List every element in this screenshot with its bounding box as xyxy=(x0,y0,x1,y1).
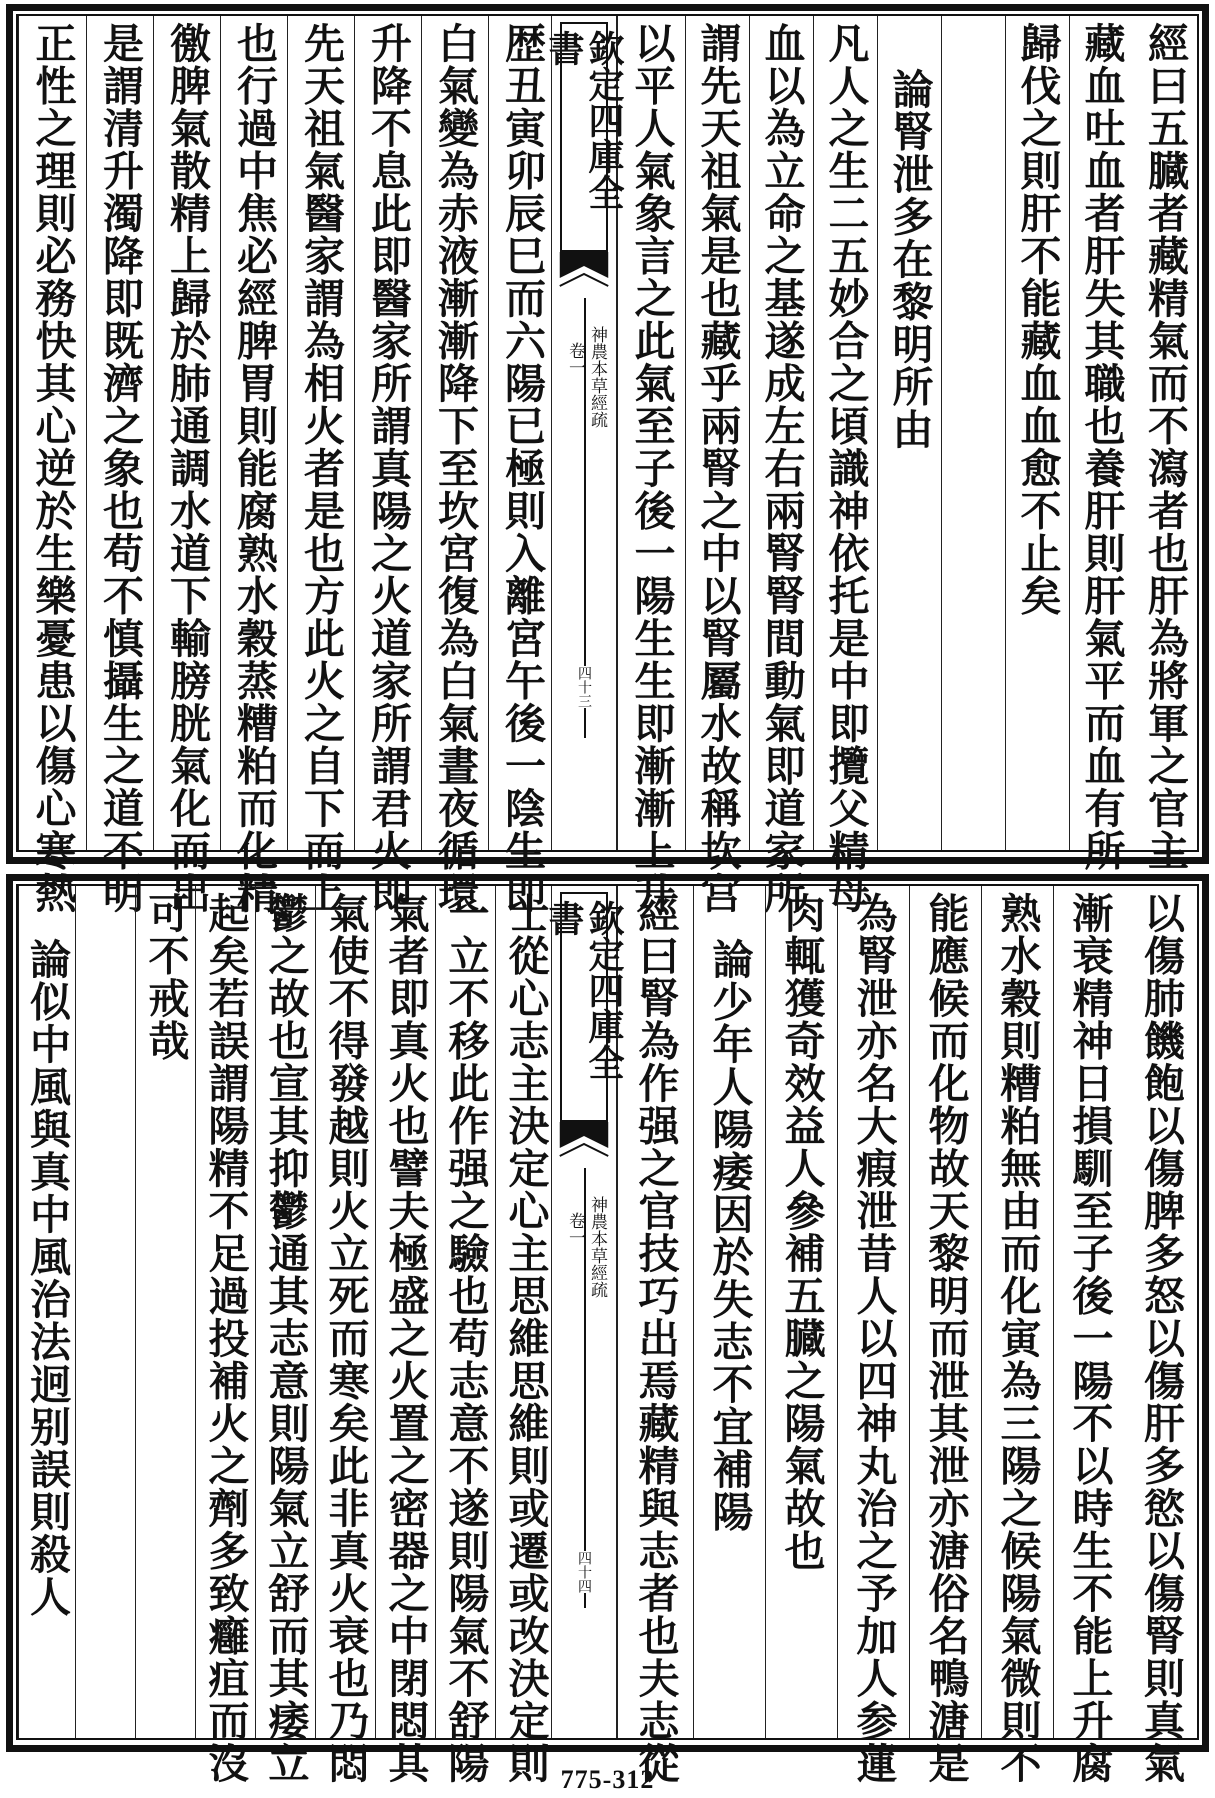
text-column xyxy=(495,886,555,1785)
column-text: 肉輒獲奇效益人參補五臓之陽氣故也 xyxy=(777,892,826,1572)
text-column xyxy=(685,16,749,915)
section-heading: 論似中風與真中風治法迥别誤則殺人 xyxy=(23,938,71,1618)
column-text: 可不戒哉 xyxy=(141,892,190,1062)
spine-leaf-number: 四十三 xyxy=(576,666,592,708)
heading-column xyxy=(18,886,75,1738)
text-column xyxy=(75,886,135,1738)
column-text: 也行過中焦必經脾胃則能腐熟水穀蒸糟粕而化精 xyxy=(230,22,278,915)
column-text: 經曰五臓者藏精氣而不瀉者也肝為將軍之官主 xyxy=(1141,22,1189,872)
column-text: 先天祖氣醫家謂為相火者是也方此火之自下而上 xyxy=(297,22,345,915)
text-column xyxy=(1133,16,1197,872)
bottom-left-group xyxy=(18,886,555,1785)
text-column xyxy=(421,16,488,915)
column-text: 氣者即真火也譬夫極盛之火置之密器之中閉悶其 xyxy=(381,892,430,1785)
column-text: 鬱之故也宣其抑鬱通其志意則陽氣立舒而其痿立 xyxy=(261,892,310,1785)
column-text: 升降不息此即醫家所謂真陽之火道家所謂君火即 xyxy=(364,22,412,915)
text-column xyxy=(1005,16,1069,850)
text-column xyxy=(315,886,375,1785)
section-heading: 論少年人陽痿因於失志不宜補陽 xyxy=(705,938,754,1533)
column-text: 白氣變為赤液漸漸降下至坎宮復為白氣晝夜循環 xyxy=(431,22,479,915)
spine-volume: 卷一 xyxy=(565,1212,585,1246)
column-text: 以傷肺饑飽以傷脾多怒以傷肝多慾以傷腎則真氣 xyxy=(1137,892,1185,1785)
text-column xyxy=(86,16,153,915)
text-column xyxy=(617,886,693,1785)
spine-book-title: 神農本草經疏 xyxy=(587,326,607,428)
text-column xyxy=(135,886,195,1738)
column-text: 藏血吐血者肝失其職也養肝則肝氣平而血有所 xyxy=(1077,22,1126,872)
heading-column xyxy=(693,886,765,1738)
column-text: 是謂清升濁降即既濟之象也苟不慎攝生之道不明 xyxy=(96,22,144,915)
column-text: 氣使不得發越則火立死而寒矣此非真火衰也乃悶 xyxy=(321,892,370,1785)
text-column xyxy=(981,886,1053,1785)
text-column xyxy=(617,16,685,915)
column-text: 歸伐之則肝不能藏血血愈不止矣 xyxy=(1013,22,1062,617)
column-text: 為腎泄亦名大瘕泄昔人以四神丸治之予加人参蓮 xyxy=(849,892,898,1785)
text-column xyxy=(1125,886,1197,1785)
text-column xyxy=(941,16,1005,850)
column-text xyxy=(76,892,135,1734)
text-column xyxy=(765,886,837,1738)
top-inner-frame xyxy=(16,14,1199,915)
fish-tail-ornament-icon xyxy=(552,1122,616,1168)
spine-title: 欽定四庫全書 xyxy=(560,22,608,252)
fish-tail-ornament-icon xyxy=(552,252,616,298)
spine-title: 欽定四庫全書 xyxy=(560,892,608,1122)
column-text: 士從心志主決定心主思維思維則或遷或改決定則 xyxy=(501,892,550,1785)
top-right-group xyxy=(617,16,1197,915)
column-text: 起矣若誤謂陽精不足過投補火之劑多致癰疽而沒 xyxy=(201,892,250,1785)
text-column xyxy=(375,886,435,1785)
text-column xyxy=(488,16,555,915)
column-text: 熟水穀則糟粕無由而化寅為三陽之候陽氣微則不 xyxy=(993,892,1042,1785)
column-text: 經曰腎為作强之官技巧出焉藏精與志者也夫志從 xyxy=(631,892,680,1785)
text-column xyxy=(287,16,354,915)
bottom-spine xyxy=(543,886,625,1738)
heading-column xyxy=(877,16,941,850)
column-text: 凡人之生二五妙合之頃識神依托是中即攬父精母 xyxy=(821,22,870,915)
spine-leaf-number: 四十四 xyxy=(576,1551,592,1593)
page-number: 775-312 xyxy=(560,1765,655,1794)
column-text: 一立不移此作强之驗也苟志意不遂則陽氣不舒陽 xyxy=(441,892,490,1785)
column-text: 謂先天祖氣是也藏乎兩腎之中以腎屬水故稱坎宫 xyxy=(693,22,742,915)
text-column xyxy=(1053,886,1125,1785)
bottom-right-group xyxy=(617,886,1197,1785)
spine-volume: 卷一 xyxy=(565,342,585,376)
column-text: 漸衰精神日損馴至子後一陽不以時生不能上升腐 xyxy=(1065,892,1114,1785)
column-text: 正性之理則必務快其心逆於生樂憂患以傷心寒熱 xyxy=(28,22,77,915)
text-column xyxy=(749,16,813,915)
top-left-group xyxy=(18,16,555,915)
section-heading: 論腎泄多在黎明所由 xyxy=(885,68,934,451)
text-column xyxy=(909,886,981,1785)
column-text: 徼脾氣散精上歸於肺通調水道下輸膀胱氣化而出 xyxy=(163,22,211,915)
text-column xyxy=(435,886,495,1785)
column-text: 歴丑寅卯辰巳而六陽已極則入離宮午後一陰生即 xyxy=(498,22,546,915)
text-column xyxy=(255,886,315,1785)
text-column xyxy=(813,16,877,915)
top-spine xyxy=(543,16,625,850)
text-column xyxy=(153,16,220,915)
column-text: 能應候而化物故天黎明而泄其泄亦溏俗名鴨溏是 xyxy=(921,892,970,1785)
text-column xyxy=(195,886,255,1785)
column-text: 以平人氣象言之此氣至子後一陽生生即漸漸上升 xyxy=(627,22,676,915)
text-column xyxy=(220,16,287,915)
text-column xyxy=(837,886,909,1785)
column-text xyxy=(942,22,1005,846)
column-text: 血以為立命之基遂成左右兩腎腎間動氣即道家所 xyxy=(757,22,806,915)
text-column xyxy=(1069,16,1133,872)
text-column xyxy=(354,16,421,915)
text-column xyxy=(18,16,86,915)
spine-book-title: 神農本草經疏 xyxy=(587,1196,607,1298)
